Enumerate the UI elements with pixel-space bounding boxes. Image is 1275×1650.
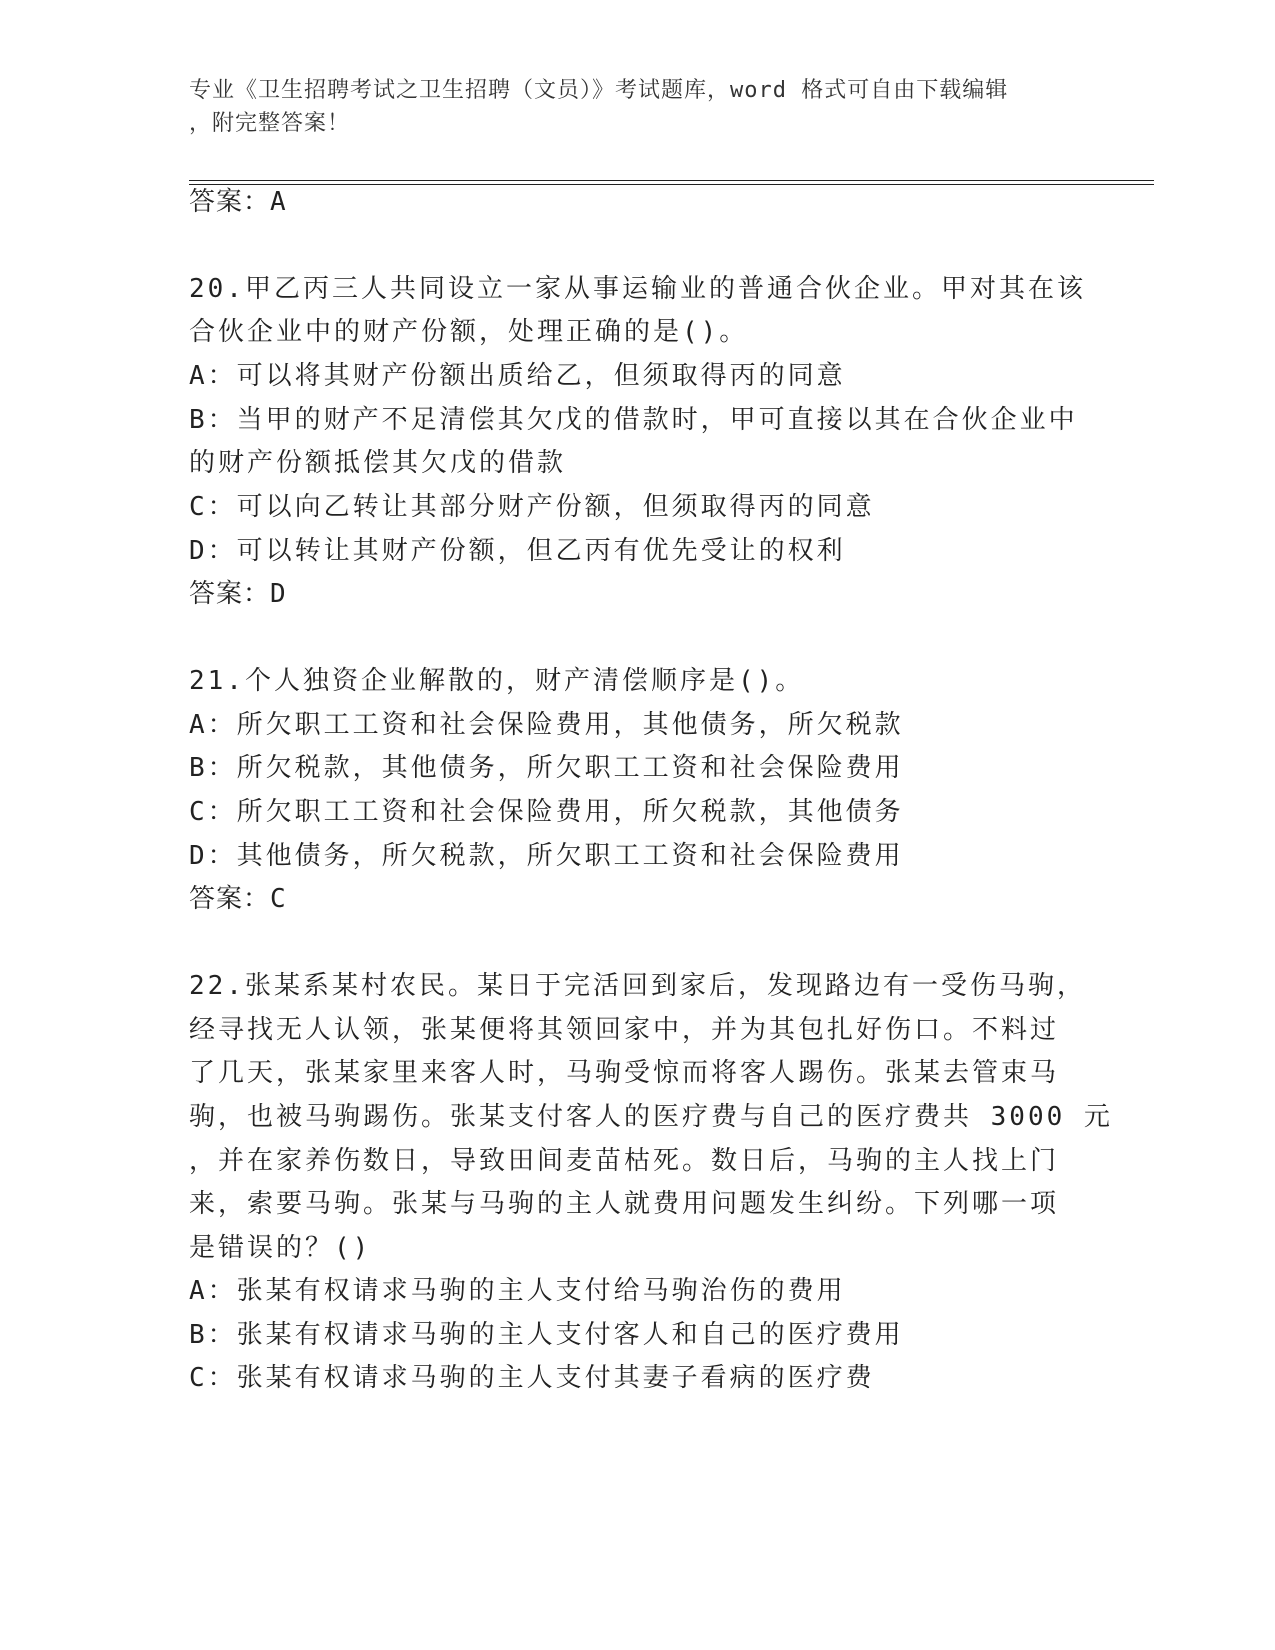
q22-option-c: C：张某有权请求马驹的主人支付其妻子看病的医疗费 <box>189 1363 875 1393</box>
answer-21 <box>189 883 287 915</box>
answer-label: 答案： <box>189 884 271 914</box>
q22-stem-line-2: 经寻找无人认领，张某便将其领回家中，并为其包扎好伤口。不料过 <box>189 1015 1060 1045</box>
q20-option-b-cont: 的财产份额抵偿其欠戊的借款 <box>189 448 567 478</box>
answer-20 <box>189 578 287 610</box>
q22-stem-line-7: 是错误的？() <box>189 1233 372 1263</box>
q21-option-b: B：所欠税款，其他债务，所欠职工工资和社会保险费用 <box>189 753 904 783</box>
q20-option-d: D：可以转让其财产份额，但乙丙有优先受让的权利 <box>189 536 846 566</box>
q22-stem-line-3: 了几天，张某家里来客人时，马驹受惊而将客人踢伤。张某去管束马 <box>189 1058 1060 1088</box>
answer-value: A <box>270 187 287 217</box>
q20-stem-line-1: 20.甲乙丙三人共同设立一家从事运输业的普通合伙企业。甲对其在该 <box>189 274 1086 304</box>
q21-option-c: C：所欠职工工资和社会保险费用，所欠税款，其他债务 <box>189 797 904 827</box>
header-rule-bottom <box>189 184 1154 185</box>
answer-label: 答案： <box>189 187 271 217</box>
q20-option-b: B：当甲的财产不足清偿其欠戊的借款时，甲可直接以其在合伙企业中 <box>189 405 1078 435</box>
answer-value: D <box>270 579 287 609</box>
q21-option-a: A：所欠职工工资和社会保险费用，其他债务，所欠税款 <box>189 710 904 740</box>
header-line-2: ，附完整答案！ <box>189 111 351 136</box>
answer-label: 答案： <box>189 579 271 609</box>
q22-option-a: A：张某有权请求马驹的主人支付给马驹治伤的费用 <box>189 1276 846 1306</box>
answer-19 <box>189 186 287 218</box>
q21-stem: 21.个人独资企业解散的，财产清偿顺序是()。 <box>189 666 805 696</box>
q20-stem-line-2: 合伙企业中的财产份额，处理正确的是()。 <box>189 317 749 347</box>
answer-value: C <box>270 884 287 914</box>
q22-stem-line-4: 驹，也被马驹踢伤。张某支付客人的医疗费与自己的医疗费共 3000 元 <box>189 1102 1113 1132</box>
q20-option-c: C：可以向乙转让其部分财产份额，但须取得丙的同意 <box>189 492 875 522</box>
q20-option-a: A：可以将其财产份额出质给乙，但须取得丙的同意 <box>189 361 846 391</box>
q22-stem-line-6: 来，索要马驹。张某与马驹的主人就费用问题发生纠纷。下列哪一项 <box>189 1189 1060 1219</box>
header-rule-top <box>189 180 1154 181</box>
q22-stem-line-1: 22.张某系某村农民。某日于完活回到家后，发现路边有一受伤马驹， <box>189 971 1086 1001</box>
document-header <box>189 74 1069 140</box>
q22-stem-line-5: ，并在家养伤数日，导致田间麦苗枯死。数日后，马驹的主人找上门 <box>189 1146 1060 1176</box>
q22-option-b: B：张某有权请求马驹的主人支付客人和自己的医疗费用 <box>189 1320 904 1350</box>
header-line-1: 专业《卫生招聘考试之卫生招聘（文员）》考试题库，word 格式可自由下载编辑 <box>189 78 1009 103</box>
q21-option-d: D：其他债务，所欠税款，所欠职工工资和社会保险费用 <box>189 841 904 871</box>
